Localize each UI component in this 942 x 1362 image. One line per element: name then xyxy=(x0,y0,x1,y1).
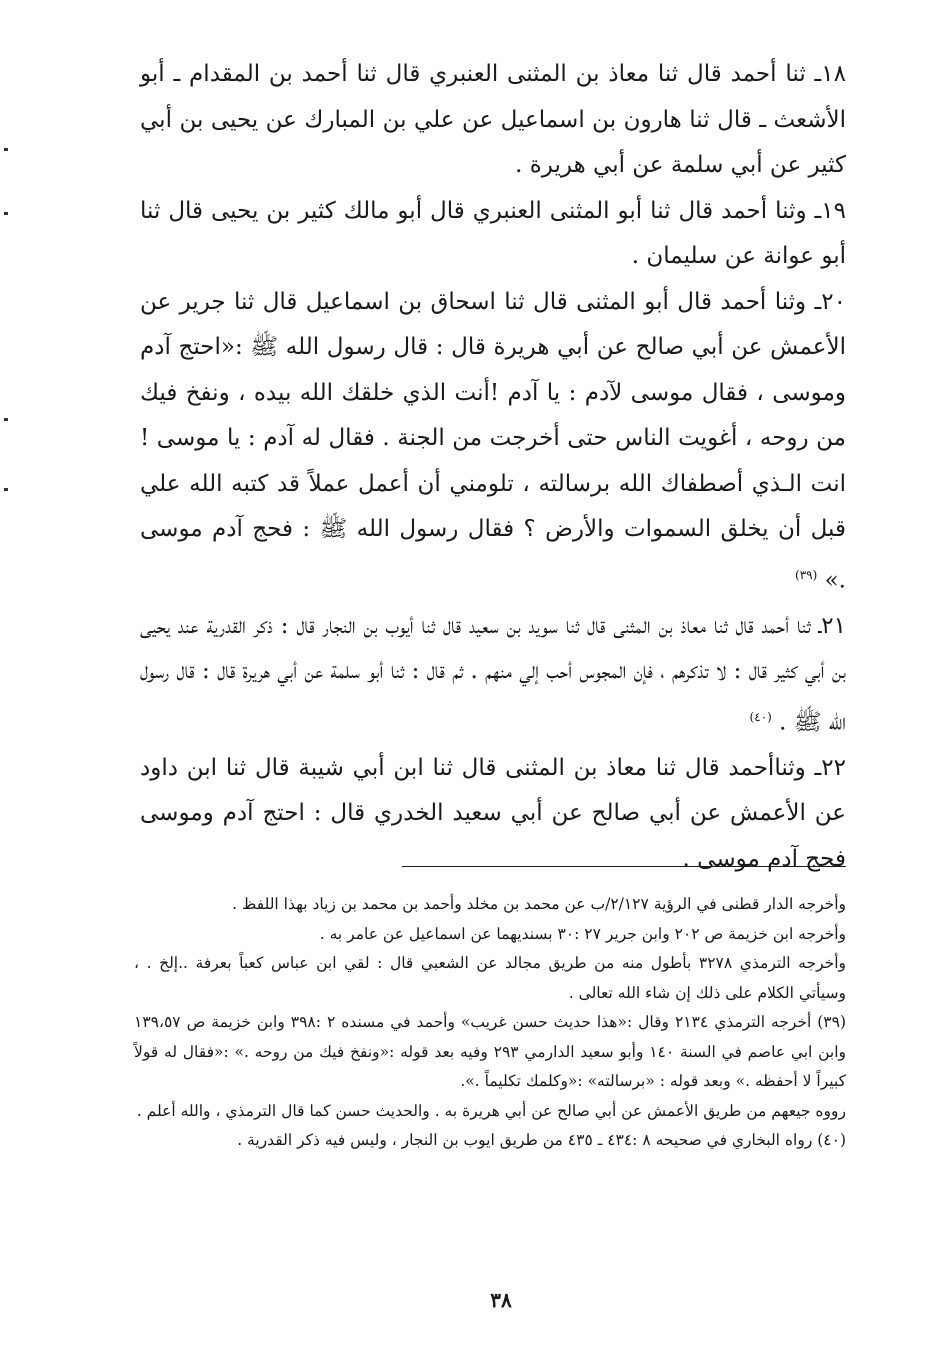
footnote-mark-40: (٤٠) xyxy=(749,709,772,724)
footnote-divider xyxy=(402,866,846,867)
paragraph-21 xyxy=(140,604,846,746)
margin-mark xyxy=(4,488,8,491)
paragraph-21-text: ٢١ـ ثنا أحمد قال ثنا معاذ بن المثنى قال ثنا سويد بن سعيد قال ثنا أيوب بن النجار قال : ذكر القدرية عند يحيى بن أبي كثير قال : لا تذكرهم ، فإن المجوس أحب إلي منهم . ثم قال : ثنا أبو سلمة عن أبي هريرة قال : قال رسول الله ﷺ . xyxy=(139,612,846,736)
paragraph-20-text: ٢٠ـ وثنا أحمد قال أبو المثنى قال ثنا اسحاق بن اسماعيل قال ثنا جرير عن الأعمش عن أبي صالح عن أبي هريرة قال : قال رسول الله ﷺ :«احتج آدم وموسى ، فقال موسى لآدم : يا آدم !أنت الذي خلقك الله بيده ، ونفخ فيك من روحه ، أغويت الناس حتى أخرجت من الجنة . فقال له آدم : يا موسى ! انت الـذي أصطفاك الله برسالته ، تلومني أن أعمل عملاً قد كتبه الله علي قبل أن يخلق السموات والأرض ؟ فقال رسول الله ﷺ : فحج آدم موسى .» xyxy=(140,288,846,594)
footnote-item: وأخرجه الترمذي ٣٢٧٨ بأطول منه من طريق مجالد عن الشعبي قال : لقي ابن عباس كعباً بعرفة ..إلخ . ، وسيأتي الكلام على ذلك إن شاء الله تعالى . xyxy=(134,954,846,1002)
margin-mark xyxy=(4,148,8,151)
main-text xyxy=(140,52,846,882)
footnote-item: وأخرجه ابن خزيمة ص ٢٠٢ وابن جرير ٢٧ :٣٠ بسنديهما عن اسماعيل عن عامر به . xyxy=(319,924,846,943)
paragraph-22: ٢٢ـ وثناأحمد قال ثنا معاذ بن المثنى قال ثنا ابن أبي شيبة قال ثنا ابن داود عن الأعمش عن أبي صالح عن أبي سعيد الخدري قال : احتج آدم وموسى فحج آدم موسى . xyxy=(140,754,846,872)
footnotes xyxy=(134,890,846,1156)
paragraph-18: ١٨ـ ثنا أحمد قال ثنا معاذ بن المثنى العنبري قال ثنا أحمد بن المقدام ـ أبو الأشعث ـ قال ثنا هارون بن اسماعيل عن علي بن المبارك عن يحيى بن أبي كثير عن أبي سلمة عن أبي هريرة . xyxy=(140,61,846,178)
footnote-item: وأخرجه الدار قطنى في الرؤية ٢/١٢٧/ب عن محمد بن مخلد وأحمد بن محمد بن زياد بهذا اللفظ . xyxy=(232,895,846,913)
footnote-39: (٣٩) أخرجه الترمذي ٢١٣٤ وقال :«هذا حديث حسن غريب» وأحمد في مسنده ٢ :٣٩٨ وابن خزيمة ص ١٣٩،٥٧ وابن ابي عاصم في السنة ١٤٠ وأبو سعيد الدارمي ٢٩٣ وفيه بعد قوله :«ونفخ فيك من روحه .» :«فقال له قولاً كبيراً لا أحفظه .» وبعد قوله : «برسالته» :«وكلمك تكليماً .». xyxy=(134,1013,847,1090)
paragraph-20 xyxy=(140,280,846,604)
page-number: ٣٨ xyxy=(490,1288,512,1312)
footnote-item: رووه جيعهم من طريق الأعمش عن أبي صالح عن أبي هريرة به . والحديث حسن كما قال الترمذي ، والله أعلم . xyxy=(136,1101,846,1120)
margin-mark xyxy=(4,418,8,421)
margin-mark xyxy=(4,212,8,215)
footnote-mark-39: (٣٩) xyxy=(795,567,818,582)
footnote-40: (٤٠) رواه البخاري في صحيحه ٨ :٤٣٤ ـ ٤٣٥ من طريق ايوب بن النجار ، وليس فيه ذكر القدرية . xyxy=(237,1131,846,1149)
paragraph-19: ١٩ـ وثنا أحمد قال ثنا أبو المثنى العنبري قال أبو مالك كثير بن يحيى قال ثنا أبو عوانة عن سليمان . xyxy=(140,197,846,269)
